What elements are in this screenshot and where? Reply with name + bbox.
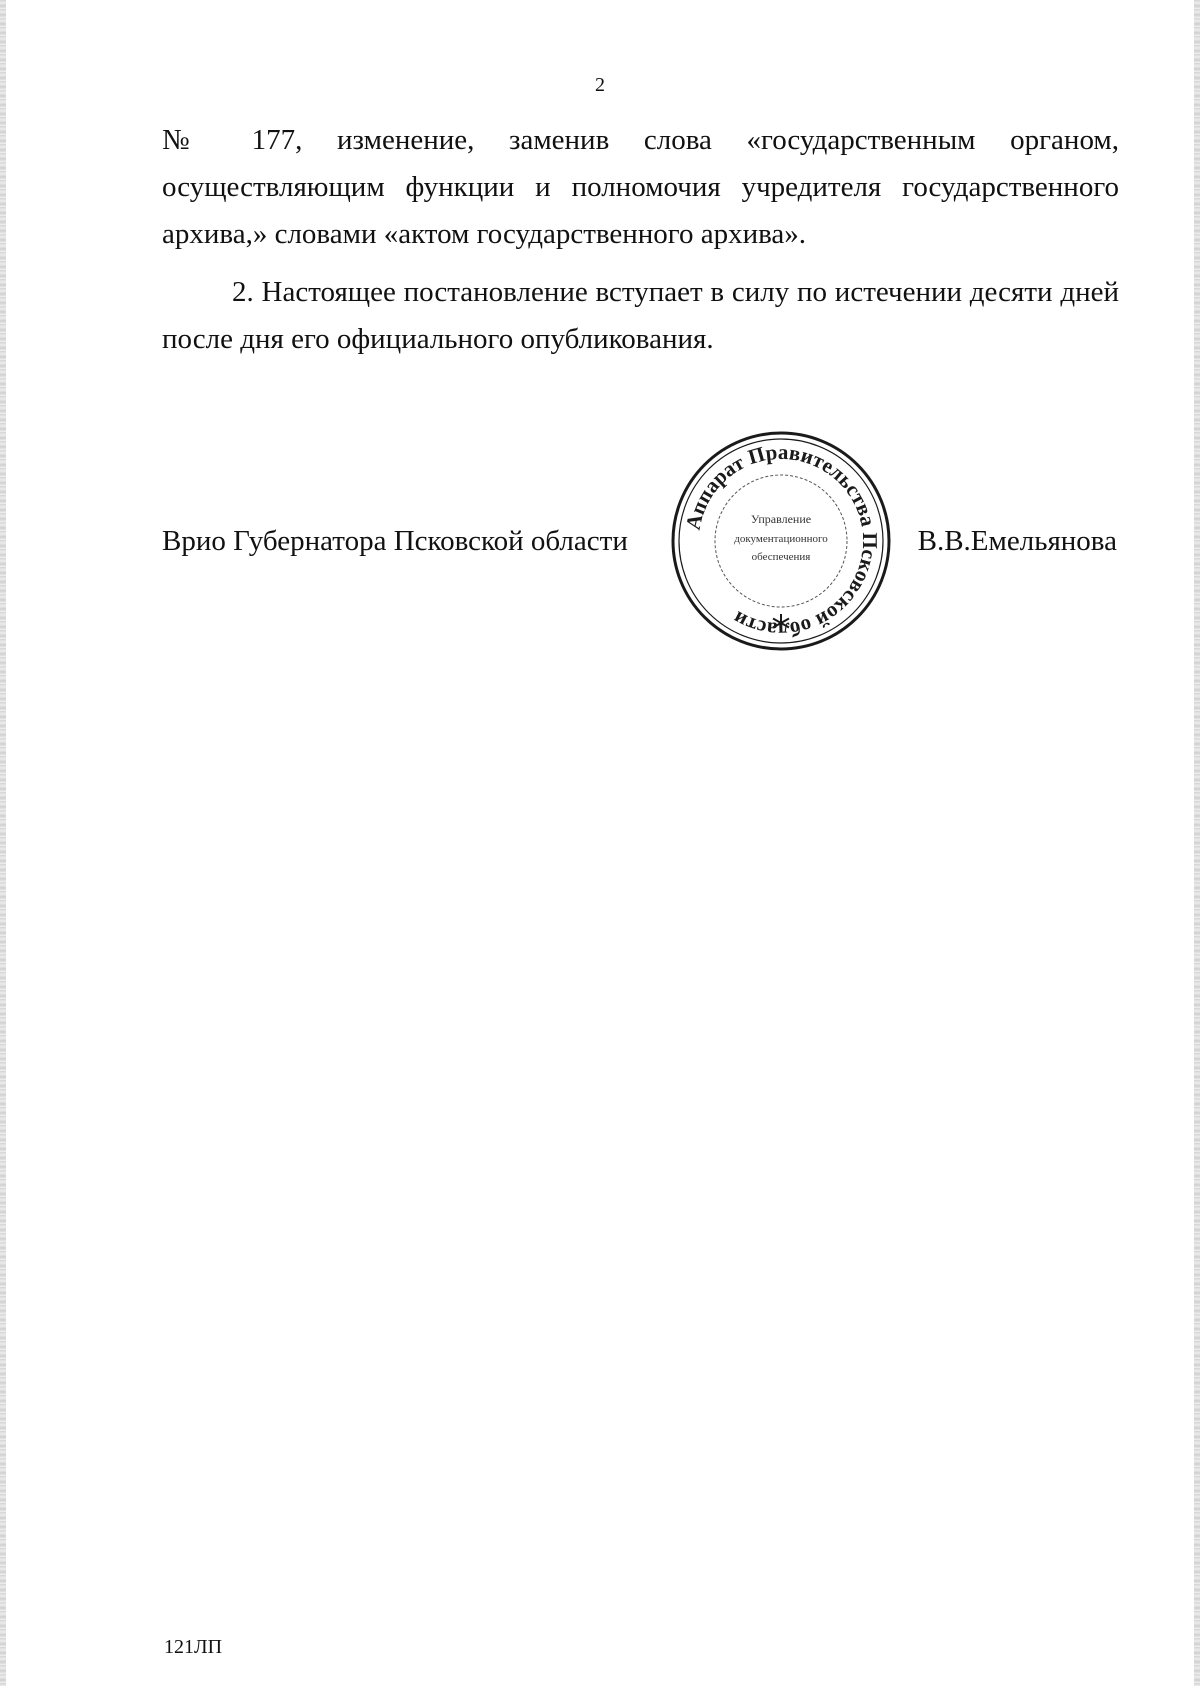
- seal-inner-line-1: Управление: [750, 512, 812, 526]
- scan-edge-left: [0, 0, 6, 1686]
- document-code: 121ЛП: [164, 1636, 223, 1658]
- official-seal: [668, 428, 894, 654]
- body-text: [162, 117, 1119, 363]
- paragraph-continuation: № 177, изменение, заменив слова «государственным органом, осуществляющим функции и полномочия учредителя государственного архива,» словами «актом государственного архива».: [162, 124, 1119, 250]
- seal-inner-line-3: обеспечения: [751, 551, 811, 563]
- seal-inner-line-2: документационного: [734, 533, 828, 545]
- signature-name: В.В.Емельянова: [917, 525, 1117, 557]
- scan-edge-right: [1194, 0, 1200, 1686]
- page-number: 2: [595, 74, 605, 96]
- seal-graphic: [668, 428, 894, 654]
- signature-title: Врио Губернатора Псковской области: [162, 525, 628, 557]
- seal-outer-text: Аппарат Правительства Псковской области: [680, 439, 883, 643]
- paragraph-item-2: 2. Настоящее постановление вступает в силу по истечении десяти дней после дня его официального опубликования.: [162, 276, 1119, 355]
